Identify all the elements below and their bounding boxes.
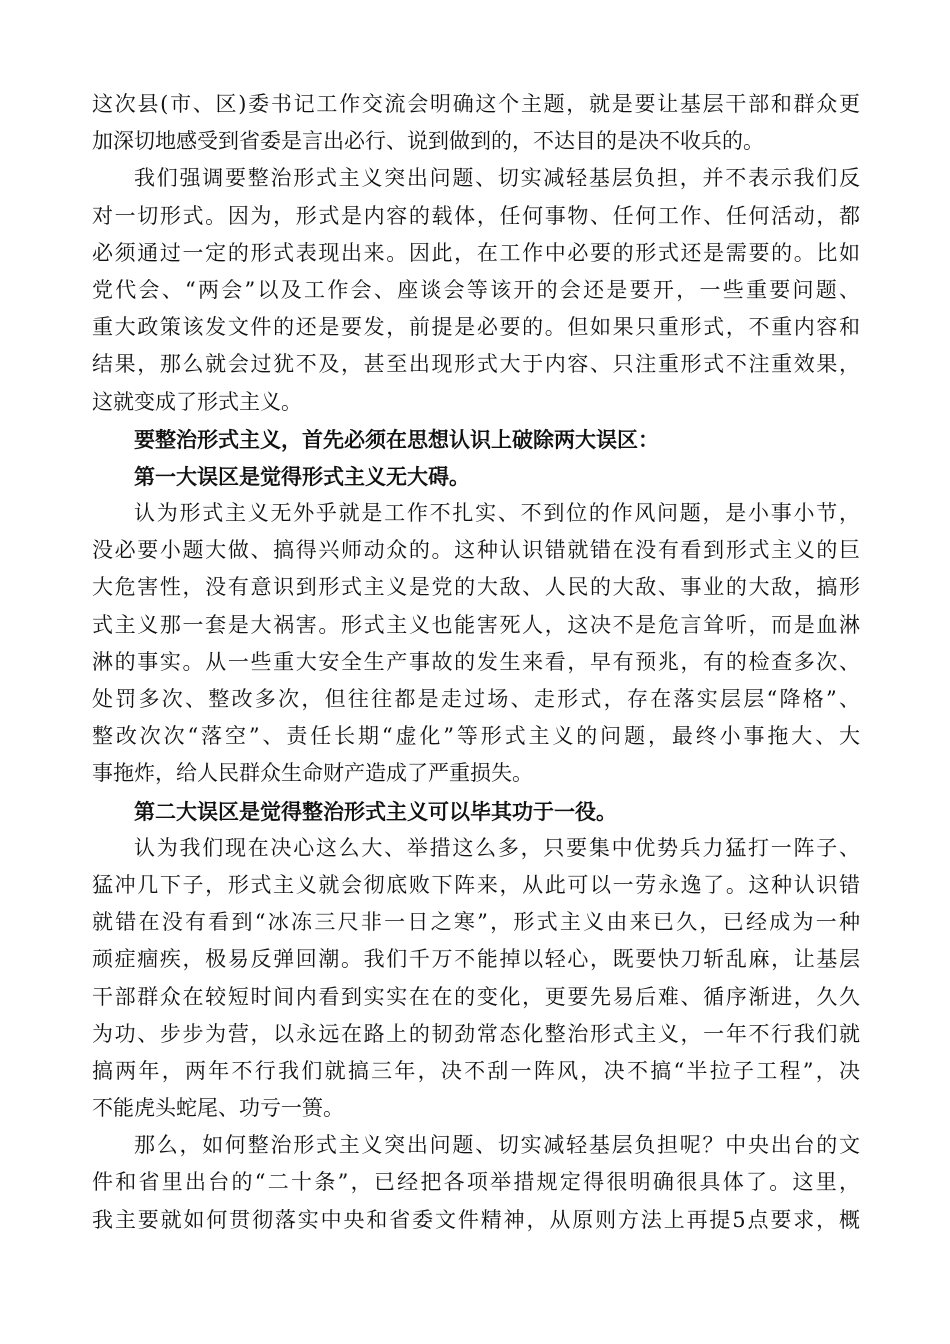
section-heading: 第二大误区是觉得整治形式主义可以毕其功于一役。: [134, 798, 617, 824]
paragraph-line: 认为形式主义无外乎就是工作不扎实、不到位的作风问题，是小事小节，: [134, 501, 860, 526]
paragraph-line: 大危害性，没有意识到形式主义是党的大敌、人民的大敌、事业的大敌，搞形: [92, 575, 860, 600]
section-heading: 要整治形式主义，首先必须在思想认识上破除两大误区：: [134, 426, 659, 452]
paragraph-line: 结果，那么就会过犹不及，甚至出现形式大于内容、只注重形式不注重效果，: [92, 352, 860, 377]
paragraph-line: 我主要就如何贯彻落实中央和省委文件精神，从原则方法上再提5点要求，概: [92, 1207, 860, 1232]
paragraph-line: 就错在没有看到“冰冻三尺非一日之寒”，形式主义由来已久，已经成为一种: [92, 910, 860, 935]
document-body: [92, 86, 860, 1239]
paragraph-line: 搞两年，两年不行我们就搞三年，决不刮一阵风，决不搞“半拉子工程”，决: [92, 1058, 860, 1083]
paragraph-line: 处罚多次、整改多次，但往往都是走过场、走形式，存在落实层层“降格”、: [92, 687, 860, 711]
paragraph-line: 淋的事实。从一些重大安全生产事故的发生来看，早有预兆，有的检查多次、: [92, 649, 860, 674]
paragraph-line: 党代会、“两会”以及工作会、座谈会等该开的会还是要开，一些重要问题、: [92, 277, 860, 302]
section-heading: 第一大误区是觉得形式主义无大碍。: [134, 463, 470, 489]
paragraph-line: 为功、步步为营，以永远在路上的韧劲常态化整治形式主义，一年不行我们就: [92, 1021, 860, 1046]
paragraph-line: 顽症痼疾，极易反弹回潮。我们千万不能掉以轻心，既要快刀斩乱麻，让基层: [92, 947, 860, 972]
paragraph-line: 加深切地感受到省委是言出必行、说到做到的，不达目的是决不收兵的。: [92, 129, 764, 154]
paragraph-line: 我们强调要整治形式主义突出问题、切实减轻基层负担，并不表示我们反: [134, 166, 860, 191]
paragraph-line: 那么，如何整治形式主义突出问题、切实减轻基层负担呢？中央出台的文: [134, 1133, 860, 1158]
paragraph-line: 这就变成了形式主义。: [92, 389, 302, 414]
paragraph-line: 没必要小题大做、搞得兴师动众的。这种认识错就错在没有看到形式主义的巨: [92, 538, 860, 563]
paragraph-line: 整改次次“落空”、责任长期“虚化”等形式主义的问题，最终小事拖大、大: [92, 724, 860, 749]
paragraph-line: 必须通过一定的形式表现出来。因此，在工作中必要的形式还是需要的。比如: [92, 240, 860, 265]
paragraph-line: 式主义那一套是大祸害。形式主义也能害死人，这决不是危言耸听，而是血淋: [92, 612, 860, 637]
paragraph-line: 干部群众在较短时间内看到实实在在的变化，更要先易后难、循序渐进，久久: [92, 984, 860, 1009]
paragraph-line: 事拖炸，给人民群众生命财产造成了严重损失。: [92, 761, 533, 786]
paragraph-line: 对一切形式。因为，形式是内容的载体，任何事物、任何工作、任何活动，都: [92, 203, 860, 228]
paragraph-line: 件和省里出台的“二十条”，已经把各项举措规定得很明确很具体了。这里，: [92, 1170, 860, 1195]
paragraph-line: 重大政策该发文件的还是要发，前提是必要的。但如果只重形式，不重内容和: [92, 315, 860, 340]
paragraph-line: 猛冲几下子，形式主义就会彻底败下阵来，从此可以一劳永逸了。这种认识错: [92, 872, 860, 897]
paragraph-line: 认为我们现在决心这么大、举措这么多，只要集中优势兵力猛打一阵子、: [134, 835, 860, 860]
paragraph-line: 这次县(市、区)委书记工作交流会明确这个主题，就是要让基层干部和群众更: [92, 92, 860, 116]
paragraph-line: 不能虎头蛇尾、功亏一篑。: [92, 1096, 344, 1121]
